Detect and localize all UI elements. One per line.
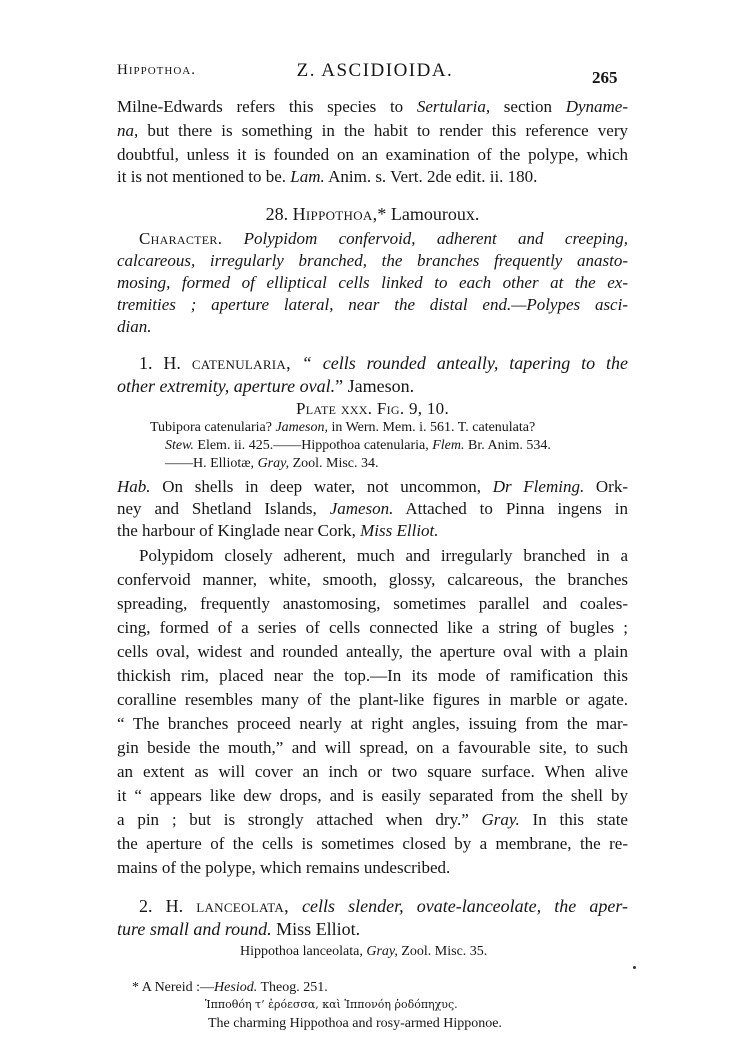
character-line-1: Character. Polypidom confervoid, adherent and creeping,	[139, 229, 628, 248]
species1-line-1: 1. H. catenularia, “ cells rounded anteally, tapering to the	[139, 353, 628, 373]
footnote-translation: The charming Hippothoa and rosy-armed Hipponoe.	[208, 1016, 502, 1031]
description-line-4: cing, formed of a series of cells connected like a string of bugles ;	[117, 618, 628, 637]
description-line-2: confervoid manner, white, smooth, glossy, calcareous, the branches	[117, 570, 628, 589]
intro-line-4: it is not mentioned to be. Lam. Anim. s. Vert. 2de edit. ii. 180.	[117, 167, 538, 186]
description-line-13: the aperture of the cells is sometimes closed by a membrane, the re-	[117, 834, 628, 853]
character-line-3: mosing, formed of elliptical cells linked to each other at the ex-	[117, 273, 628, 292]
character-line-2: calcareous, irregularly branched, the branches frequently anasto-	[117, 251, 628, 270]
intro-line-1: Milne-Edwards refers this species to Sertularia, section Dyname-	[117, 97, 628, 116]
habitat-line-3: the harbour of Kinglade near Cork, Miss Elliot.	[117, 521, 439, 540]
plate-reference: Plate xxx. Fig. 9, 10.	[296, 399, 449, 418]
species2-line-1: 2. H. lanceolata, cells slender, ovate-lanceolate, the aper-	[139, 896, 628, 916]
synonymy-line-1: Tubipora catenularia? Jameson, in Wern. Mem. i. 561. T. catenulata?	[150, 420, 536, 435]
description-line-11: it “ appears like dew drops, and is easily separated from the shell by	[117, 786, 628, 805]
character-line-4: tremities ; aperture lateral, near the distal end.—Polypes asci-	[117, 295, 628, 314]
description-line-14: mains of the polype, which remains undescribed.	[117, 858, 451, 877]
description-line-10: an extent as will cover an inch or two square surface. When alive	[117, 762, 628, 781]
description-line-12: a pin ; but is strongly attached when dry.” Gray. In this state	[117, 810, 628, 829]
section-title: Z. ASCIDIOIDA.	[296, 60, 454, 81]
description-line-5: cells oval, widest and rounded anteally, the aperture oval with a plain	[117, 642, 628, 661]
character-line-5: dian.	[117, 317, 152, 336]
species2-synonymy: Hippothoa lanceolata, Gray, Zool. Misc. 35.	[240, 944, 488, 959]
page-number: 265	[592, 68, 618, 87]
intro-line-2: na, but there is something in the habit to render this reference very	[117, 121, 628, 140]
species2-line-2: ture small and round. Miss Elliot.	[117, 919, 361, 939]
synonymy-line-2: Stew. Elem. ii. 425.——Hippothoa catenularia, Flem. Br. Anim. 534.	[165, 438, 551, 453]
genus-heading: 28. Hippothoa,* Lamouroux.	[265, 204, 480, 224]
description-line-3: spreading, frequently anastomosing, sometimes parallel and coales-	[117, 594, 628, 613]
description-line-9: gin beside the mouth,” and will spread, on a favourable site, to such	[117, 738, 628, 757]
footnote-line-1: * A Nereid :—Hesiod. Theog. 251.	[132, 980, 328, 995]
habitat-line-2: ney and Shetland Islands, Jameson. Attached to Pinna ingens in	[117, 499, 628, 518]
running-head: Hippothoa.	[117, 62, 196, 78]
character-label: Character.	[139, 229, 223, 248]
synonymy-line-3: ——H. Elliotæ, Gray, Zool. Misc. 34.	[165, 456, 379, 471]
description-line-1: Polypidom closely adherent, much and irregularly branched in a	[139, 546, 628, 565]
description-line-8: “ The branches proceed nearly at right angles, issuing from the mar-	[117, 714, 628, 733]
description-line-6: thickish rim, placed near the top.—In its mode of ramification this	[117, 666, 628, 685]
footnote-greek: Ἱπποθόη τ’ ἐρόεσσα, καὶ Ἱππονόη ῥοδόπηχυς.	[205, 998, 458, 1011]
page-mark	[633, 966, 636, 969]
habitat-line-1: Hab. On shells in deep water, not uncommon, Dr Fleming. Ork-	[117, 477, 628, 496]
intro-line-3: doubtful, unless it is founded on an examination of the polype, which	[117, 145, 628, 164]
species1-line-2: other extremity, aperture oval.” Jameson.	[117, 376, 415, 396]
description-line-7: coralline resembles many of the plant-like figures in marble or agate.	[117, 690, 628, 709]
